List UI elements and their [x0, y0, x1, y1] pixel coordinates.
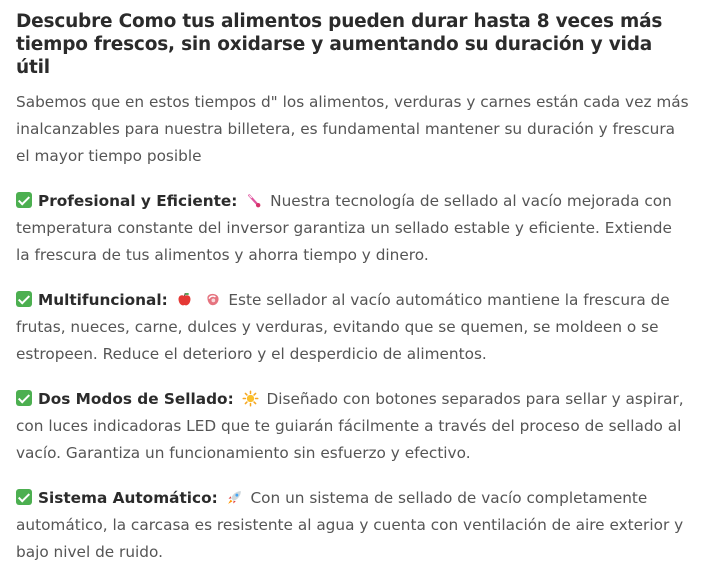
check-icon — [16, 489, 32, 505]
rocket-icon — [226, 489, 243, 506]
check-icon — [16, 291, 32, 307]
feature-automatic: Sistema Automático: Con un sistema de sellado de vacío completamente automático, la carcasa es resistente al agua y cuenta con ventilación de aire exterior y bajo nivel de ruido. — [16, 489, 684, 561]
sun-icon — [242, 390, 259, 407]
feature-heading: Profesional y Eficiente — [38, 192, 232, 210]
feature-heading: Sistema Automático — [38, 489, 212, 507]
feature-professional: Profesional y Eficiente: Nuestra tecnología de sellado al vacío mejorada con temperatura constante del inversor garantiza un sellado estable y eficiente. Extiende la frescura de tus alimentos y ahorra tiempo y dinero. — [16, 192, 672, 264]
page-title: Descubre Como tus alimentos pueden durar hasta 8 veces más tiempo frescos, sin oxidarse y aumentando su duración y vida útil — [16, 11, 663, 78]
check-icon — [16, 390, 32, 406]
feature-text: Diseñado con botones separados para sellar y aspirar, con luces indicadoras LED que te guiarán fácilmente a través del proceso de sellado al vacío. Garantiza un funcionamiento sin esfuerzo y efectivo. — [16, 390, 684, 462]
feature-heading: Dos Modos de Sellado — [38, 390, 228, 408]
feature-heading: Multifuncional — [38, 291, 162, 309]
check-icon — [16, 192, 32, 208]
feature-text: Este sellador al vacío automático mantiene la frescura de frutas, nueces, carne, dulces y verduras, evitando que se quemen, se moldeen o se estropeen. Reduce el deterioro y el desperdicio de alimentos. — [16, 291, 670, 363]
meat-icon — [204, 291, 221, 308]
apple-icon — [176, 291, 193, 308]
feature-text: Nuestra tecnología de sellado al vacío mejorada con temperatura constante del inversor garantiza un sellado estable y eficiente. Extiende la frescura de tus alimentos y ahorra tiempo y dinero. — [16, 192, 672, 264]
thermometer-icon — [245, 192, 262, 209]
feature-text: Con un sistema de sellado de vacío completamente automático, la carcasa es resistente al agua y cuenta con ventilación de aire exterior y bajo nivel de ruido. — [16, 489, 684, 561]
feature-multifunctional: Multifuncional: Este sellador al vacío automático mantiene la frescura de frutas, nueces, carne, dulces y verduras, evitando que se quemen, se moldeen o se estropeen. Reduce el deterioro y el desperdicio de alimentos. — [16, 291, 670, 363]
feature-seal-modes: Dos Modos de Sellado: Diseñado con botones separados para sellar y aspirar, con luces indicadoras LED que te guiarán fácilmente a través del proceso de sellado al vacío. Garantiza un funcionamiento sin esfuerzo y efectivo. — [16, 390, 684, 462]
intro-paragraph: Sabemos que en estos tiempos d" los alimentos, verduras y carnes están cada vez más inalcanzables para nuestra billetera, es fundamental mantener su duración y frescura el mayor tiempo posible — [16, 93, 689, 165]
